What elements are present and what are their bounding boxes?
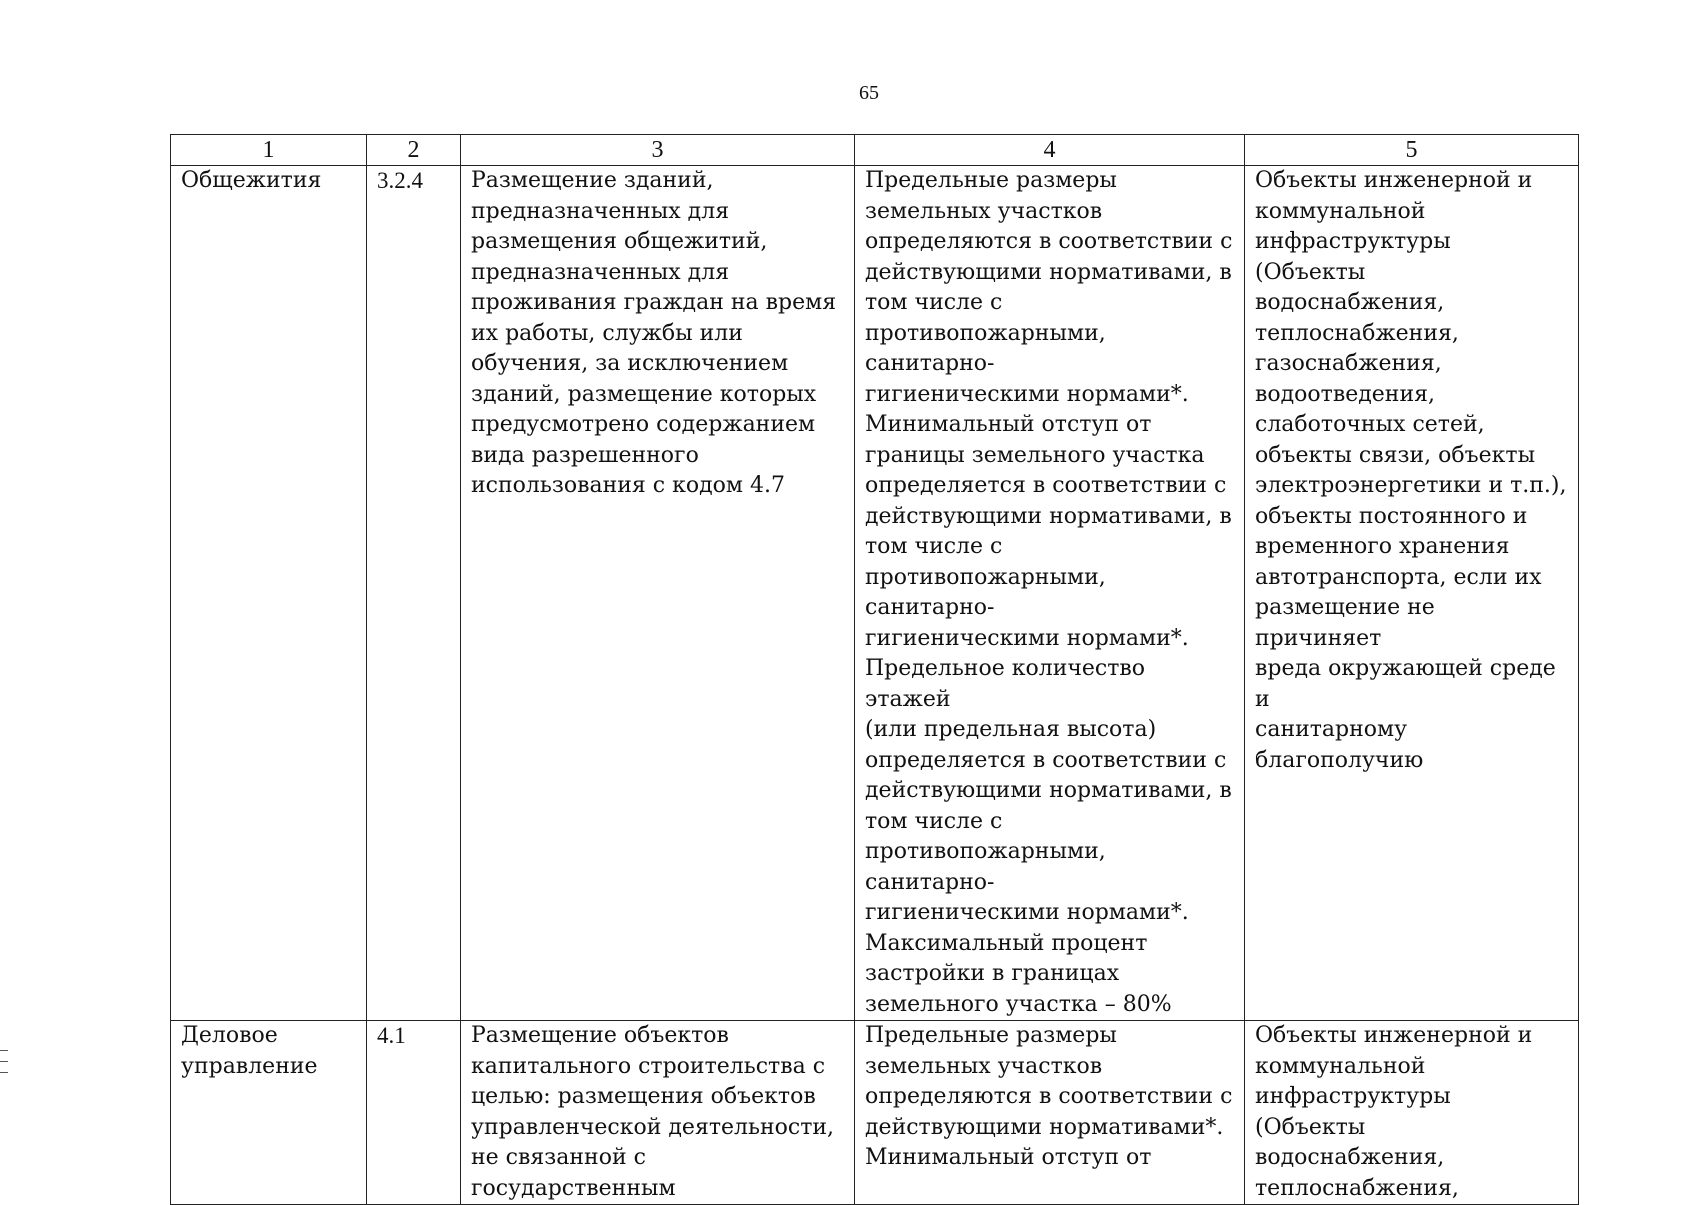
auxiliary-uses-cell: Объекты инженерной и коммунальной инфраструктуры (Объекты водоснабжения, теплоснабжения, газоснабжения, водоотведения, слаботочных сетей, объекты связи, объекты электроэнергетики и т.п.), объекты постоянного и временного хранения автотранспорта, если их размещение не причиняет вреда окружающей среде и санитарному благополучию: [1245, 166, 1579, 1021]
page-number: 65: [859, 82, 879, 104]
column-header: 5: [1245, 135, 1579, 166]
column-header: 2: [367, 135, 461, 166]
use-name-cell: Общежития: [171, 166, 367, 1021]
column-header: 1: [171, 135, 367, 166]
auxiliary-uses-cell: Объекты инженерной и коммунальной инфраструктуры (Объекты водоснабжения, теплоснабжения,: [1245, 1021, 1579, 1205]
table-header-row: [171, 135, 1579, 166]
table-row: [171, 166, 1579, 1021]
land-use-table: [170, 134, 1579, 1205]
use-code-cell: 3.2.4: [367, 166, 461, 1021]
use-name-cell: Деловое управление: [171, 1021, 367, 1205]
use-description-cell: Размещение зданий, предназначенных для размещения общежитий, предназначенных для проживания граждан на время их работы, службы или обучения, за исключением зданий, размещение которых предусмотрено содержанием вида разрешенного использования с кодом 4.7: [461, 166, 855, 1021]
use-code-cell: 4.1: [367, 1021, 461, 1205]
scan-edge-marks: [0, 1050, 10, 1083]
column-header: 3: [461, 135, 855, 166]
table-row: [171, 1021, 1579, 1205]
parameters-cell: Предельные размеры земельных участков определяются в соответствии с действующими нормативами, в том числе с противопожарными, санитарно- гигиеническими нормами*. Минимальный отступ от границы земельного участка определяется в соответствии с действующими нормативами, в том числе с противопожарными, санитарно- гигиеническими нормами*. Предельное количество этажей (или предельная высота) определяется в соответствии с действующими нормативами, в том числе с противопожарными, санитарно- гигиеническими нормами*. Максимальный процент застройки в границах земельного участка – 80%: [855, 166, 1245, 1021]
column-header: 4: [855, 135, 1245, 166]
use-description-cell: Размещение объектов капитального строительства с целью: размещения объектов управленческой деятельности, не связанной с государственным: [461, 1021, 855, 1205]
parameters-cell: Предельные размеры земельных участков определяются в соответствии с действующими нормативами*. Минимальный отступ от: [855, 1021, 1245, 1205]
